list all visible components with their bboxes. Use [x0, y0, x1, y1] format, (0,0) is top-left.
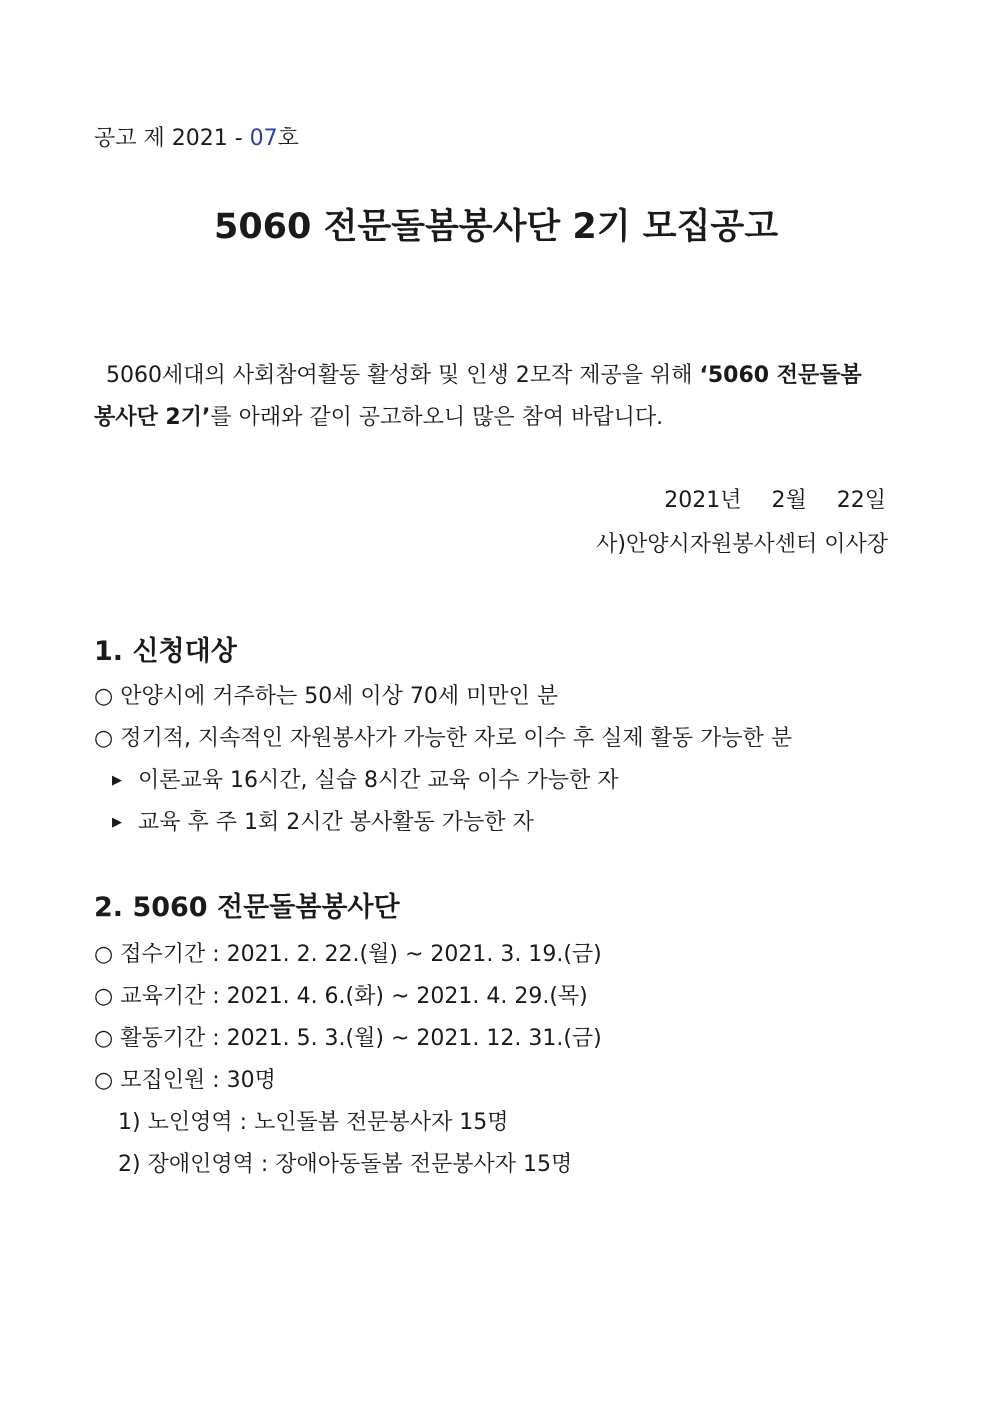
notice-date — [664, 486, 886, 516]
notice-prefix: 공고 제 2021 - — [94, 126, 250, 151]
intro-line-2 — [94, 403, 663, 433]
date-month: 2월 — [771, 488, 807, 513]
section-2-item: ○ 접수기간 : 2021. 2. 22.(월) ~ 2021. 3. 19.(금) — [94, 942, 602, 967]
document-title: 5060 전문돌봄봉사단 2기 모집공고 — [213, 207, 779, 247]
section-1-subitem-text: 교육 후 주 1회 2시간 봉사활동 가능한 자 — [138, 810, 534, 835]
section-2-item: ○ 활동기간 : 2021. 5. 3.(월) ~ 2021. 12. 31.(금) — [94, 1026, 602, 1051]
section-1-subitem — [112, 808, 534, 838]
section-1-item: ○ 정기적, 지속적인 자원봉사가 가능한 자로 이수 후 실제 활동 가능한 분 — [94, 726, 793, 751]
section-1-subitem — [112, 766, 618, 796]
section-2-subitem: 2) 장애인영역 : 장애아동돌봄 전문봉사자 15명 — [118, 1152, 573, 1177]
intro-line-2-bold: 봉사단 2기’ — [94, 405, 211, 430]
section-2-item: ○ 모집인원 : 30명 — [94, 1068, 276, 1093]
triangle-bullet-icon: ▶ — [112, 815, 122, 830]
section-2-subitem: 1) 노인영역 : 노인돌봄 전문봉사자 15명 — [118, 1110, 509, 1135]
section-2-item: ○ 교육기간 : 2021. 4. 6.(화) ~ 2021. 4. 29.(목) — [94, 984, 588, 1009]
date-year: 2021년 — [664, 488, 742, 513]
intro-line-1-bold: ‘5060 전문돌봄 — [699, 363, 862, 388]
section-1-item: ○ 안양시에 거주하는 50세 이상 70세 미만인 분 — [94, 684, 559, 709]
notice-number-value: 07 — [249, 126, 278, 151]
section-1-heading: 1. 신청대상 — [94, 636, 237, 667]
date-day: 22일 — [836, 488, 886, 513]
notice-number — [94, 124, 299, 154]
section-1-subitem-text: 이론교육 16시간, 실습 8시간 교육 이수 가능한 자 — [138, 768, 619, 793]
triangle-bullet-icon: ▶ — [112, 773, 122, 788]
notice-suffix: 호 — [277, 126, 299, 151]
section-2-heading: 2. 5060 전문돌봄봉사단 — [94, 892, 400, 923]
signature: 사)안양시자원봉사센터 이사장 — [596, 532, 888, 557]
intro-line-1-text: 5060세대의 사회참여활동 활성화 및 인생 2모작 제공을 위해 — [106, 363, 700, 388]
intro-line-1 — [106, 361, 862, 391]
intro-line-2-text: 를 아래와 같이 공고하오니 많은 참여 바랍니다. — [210, 405, 664, 430]
